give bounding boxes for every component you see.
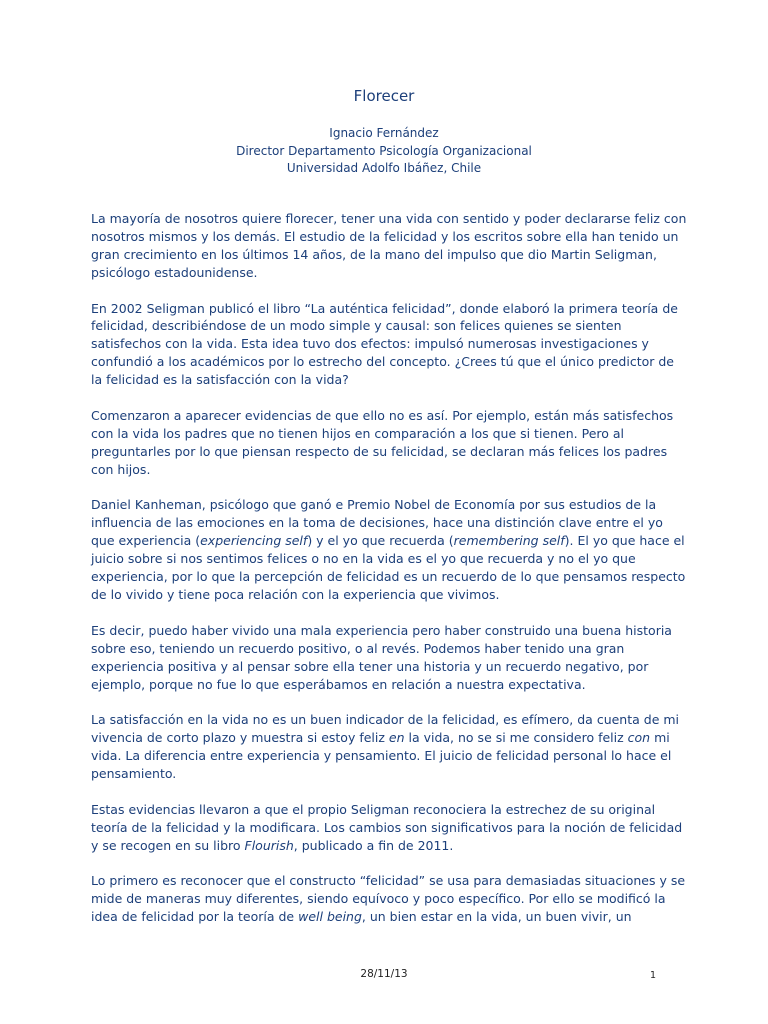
paragraph-6-text-c: mi vida. La diferencia entre experiencia y pensamiento. El juicio de felicidad personal lo hace el pensamiento. [91, 730, 672, 782]
author-block [0, 125, 768, 178]
paragraph-4 [91, 496, 689, 603]
paragraph-2: En 2002 Seligman publicó el libro “La auténtica felicidad”, donde elaboró la primera teoría de felicidad, describiéndose de un modo simple y causal: son felices quienes se sienten satisfechos con la vida. Esta idea tuvo dos efectos: impulsó numerosas investigaciones y confundió a los académicos por lo estrecho del concepto. ¿Crees tú que el único predictor de la felicidad es la satisfacción con la vida? [91, 300, 678, 388]
paragraph-7-text-a: Estas evidencias llevaron a que el propio Seligman reconociera la estrechez de su original teoría de la felicidad y la modificara. Los cambios son significativos para la noción de felicidad y se recogen en su libro [91, 801, 683, 853]
author-institution: Universidad Adolfo Ibáñez, Chile [286, 161, 482, 175]
paragraph-6 [91, 711, 689, 783]
paragraph-7 [91, 801, 689, 855]
footer-date: 28/11/13 [360, 968, 408, 980]
paragraph-1: La mayoría de nosotros quiere florecer, tener una vida con sentido y poder declararse feliz con nosotros mismos y los demás. El estudio de la felicidad y los escritos sobre ella han tenido un gran crecimiento en los últimos 14 años, de la mano del impulso que dio Martin Seligman, psicólogo estadounidense. [91, 211, 687, 280]
paragraph-6-emphasis-2: con [627, 730, 651, 746]
document-title: Florecer [353, 87, 415, 105]
paragraph-8 [91, 872, 689, 926]
paragraph-7-text-b: , publicado a fin de 2011. [293, 837, 454, 853]
paragraph-8-text-b: , un bien estar en la vida, un buen vivir, un [361, 909, 632, 925]
paragraph-6-emphasis-1: en [388, 730, 405, 746]
paragraph-4-emphasis-2: remembering self [453, 533, 565, 549]
document-body [91, 210, 689, 944]
paragraph-3: Comenzaron a aparecer evidencias de que ello no es así. Por ejemplo, están más satisfechos con la vida los padres que no tienen hijos en comparación a los que si tienen. Pero al preguntarles por lo que piensan respecto de su felicidad, se declaran más felices los padres con hijos. [91, 407, 674, 477]
paragraph-6-text-a: La satisfacción en la vida no es un buen indicador de la felicidad, es efímero, da cuenta de mi vivencia de corto plazo y muestra si estoy feliz [91, 712, 680, 746]
paragraph-4-text-a: Daniel Kanheman, psicólogo que ganó e Premio Nobel de Economía por sus estudios de la influencia de las emociones en la toma de decisiones, hace una distinción clave entre el yo que experiencia ( [91, 497, 663, 549]
paragraph-6-text-b: la vida, no se si me considero feliz [404, 730, 628, 746]
paragraph-4-text-c: ). El yo que hace el juicio sobre si nos sentimos felices o no en la vida es el yo que recuerda y no el yo que experiencia, por lo que la percepción de felicidad es un recuerdo de lo que pensamos respecto de lo vivido y tiene poca relación con la experiencia que vivimos. [91, 533, 686, 602]
paragraph-5: Es decir, puedo haber vivido una mala experiencia pero haber construido una buena historia sobre eso, teniendo un recuerdo positivo, o al revés. Podemos haber tenido una gran experiencia positiva y al pensar sobre ella tener una historia y un recuerdo negativo, por ejemplo, porque no fue lo que esperábamos en relación a nuestra expectativa. [91, 622, 672, 692]
paragraph-4-text-b: ) y el yo que recuerda ( [307, 533, 454, 549]
paragraph-4-emphasis-1: experiencing self [200, 533, 308, 549]
page-number: 1 [650, 970, 657, 981]
author-name: Ignacio Fernández [329, 126, 439, 140]
paragraph-8-text-a: Lo primero es reconocer que el constructo “felicidad” se usa para demasiadas situaciones y se mide de maneras muy diferentes, siendo equívoco y poco específico. Por ello se modificó la idea de felicidad por la teoría de [91, 873, 686, 925]
author-position: Director Departamento Psicología Organizacional [236, 143, 532, 158]
paragraph-8-emphasis-1: well being [298, 909, 362, 925]
paragraph-7-emphasis-1: Flourish [244, 837, 294, 853]
